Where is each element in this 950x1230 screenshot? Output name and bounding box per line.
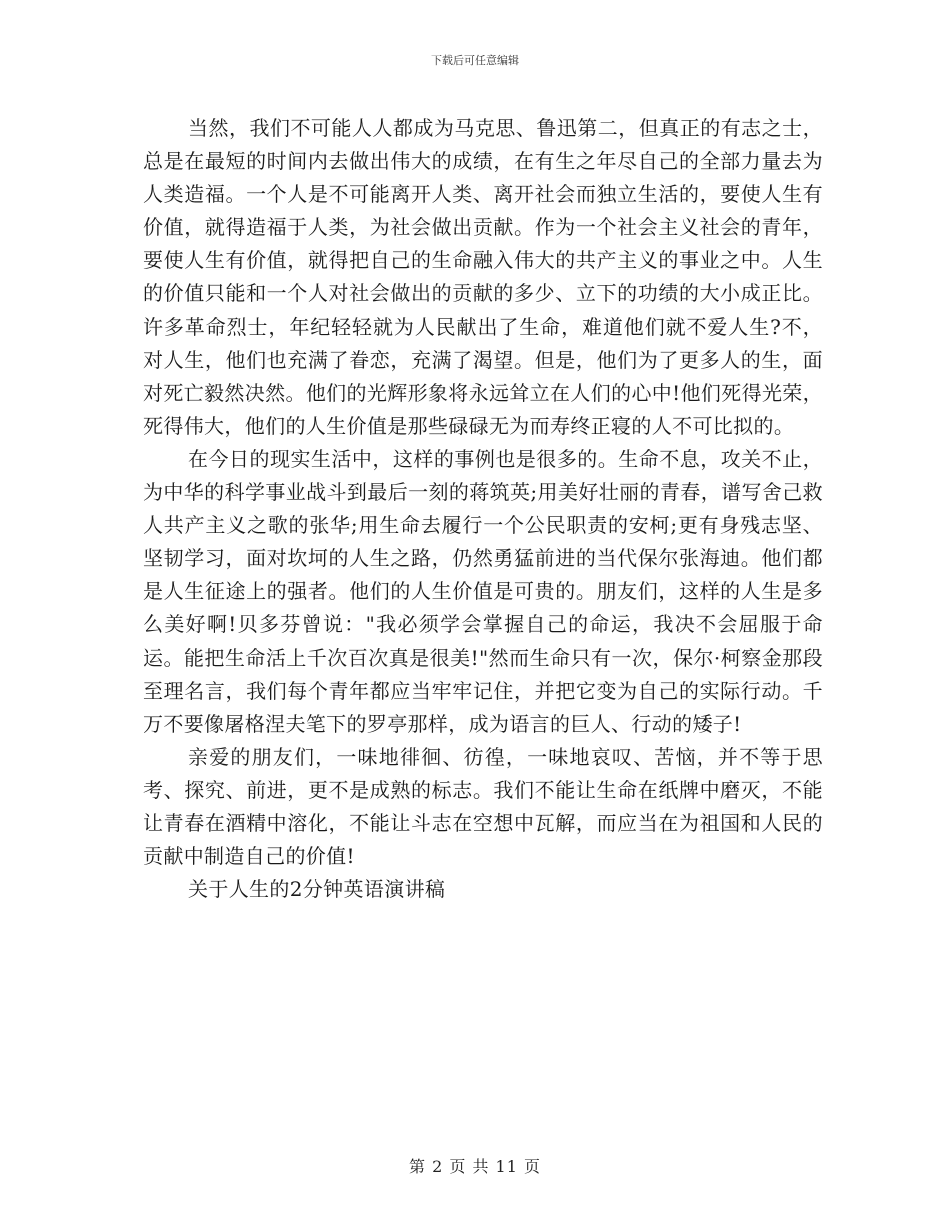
page-number: 第 2 页 共 11 页 [409,1157,541,1176]
body-paragraph: 亲爱的朋友们，一味地徘徊、彷徨，一味地哀叹、苦恼，并不等于思考、探究、前进，更不是成熟的标志。我们不能让生命在纸牌中磨灭，不能让青春在酒精中溶化，不能让斗志在空想中瓦解，而应当在为祖国和人民的贡献中制造自己的价值! [143,744,823,869]
document-body [143,112,823,906]
body-paragraph: 在今日的现实生活中，这样的事例也是很多的。生命不息，攻关不止，为中华的科学事业战斗到最后一刻的蒋筑英;用美好壮丽的青春，谱写舍己救人共产主义之歌的张华;用生命去履行一个公民职责的安柯;更有身残志坚、坚韧学习，面对坎坷的人生之路，仍然勇猛前进的当代保尔张海迪。他们都是人生征途上的强者。他们的人生价值是可贵的。朋友们，这样的人生是多么美好啊!贝多芬曾说："我必须学会掌握自己的命运，我决不会屈服于命运。能把生命活上千次百次真是很美!"然而生命只有一次，保尔·柯察金那段至理名言，我们每个青年都应当牢牢记住，并把它变为自己的实际行动。千万不要像屠格涅夫笔下的罗亭那样，成为语言的巨人、行动的矮子! [143,446,823,736]
body-paragraph: 当然，我们不可能人人都成为马克思、鲁迅第二，但真正的有志之士，总是在最短的时间内去做出伟大的成绩，在有生之年尽自己的全部力量去为人类造福。一个人是不可能离开人类、离开社会而独立生活的，要使人生有价值，就得造福于人类，为社会做出贡献。作为一个社会主义社会的青年，要使人生有价值，就得把自己的生命融入伟大的共产主义的事业之中。人生的价值只能和一个人对社会做出的贡献的多少、立下的功绩的大小成正比。许多革命烈士，年纪轻轻就为人民献出了生命，难道他们就不爱人生?不，对人生，他们也充满了眷恋，充满了渴望。但是，他们为了更多人的生，面对死亡毅然决然。他们的光辉形象将永远耸立在人们的心中!他们死得光荣，死得伟大，他们的人生价值是那些碌碌无为而寿终正寝的人不可比拟的。 [143,116,823,438]
page-header: 下载后可任意编辑 [431,54,519,67]
next-section-title: 关于人生的2分钟英语演讲稿 [188,877,446,902]
